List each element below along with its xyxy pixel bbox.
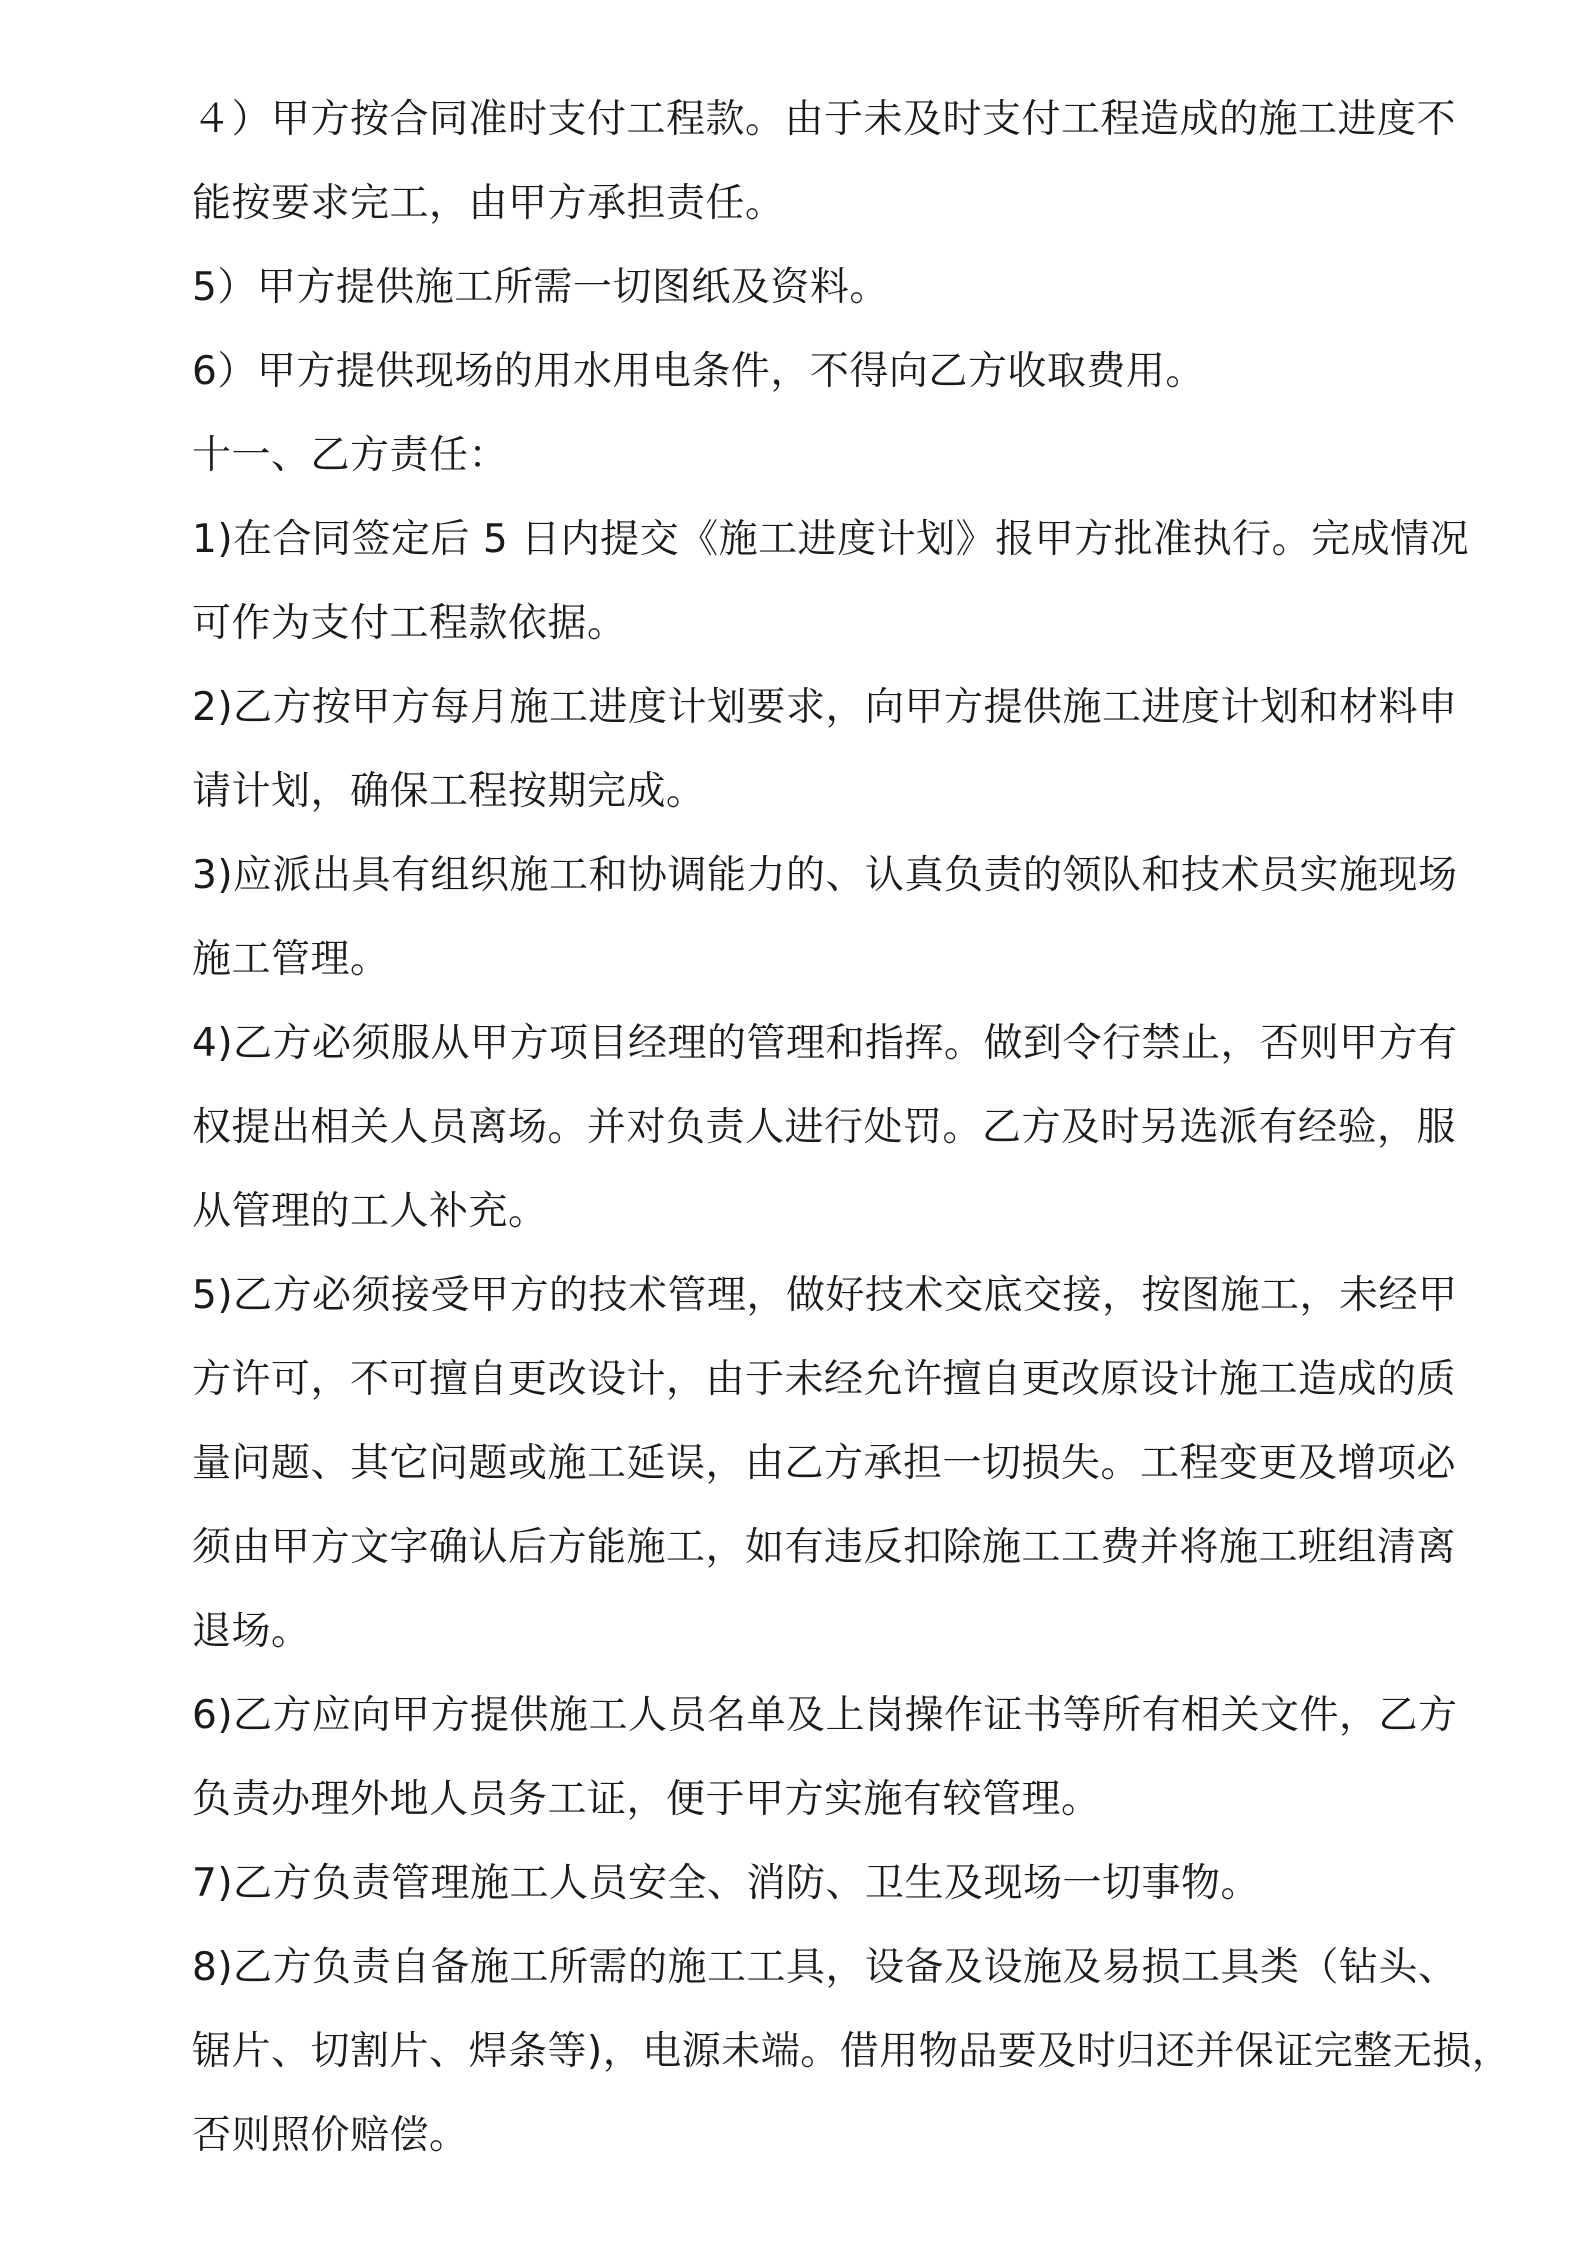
paragraph	[192, 666, 1458, 834]
text-line: 十一、乙方责任：	[192, 433, 509, 478]
text-line: 退场。	[192, 1609, 311, 1654]
document-body	[192, 78, 1512, 2178]
text-line: 方许可，不可擅自更改设计，由于未经允许擅自更改原设计施工造成的质	[192, 1357, 1457, 1402]
text-line: 施工管理。	[192, 937, 390, 982]
text-line: ４）甲方按合同准时支付工程款。由于未及时支付工程造成的施工进度不	[192, 97, 1457, 142]
text-line: 5)乙方必须接受甲方的技术管理，做好技术交底交接，按图施工，未经甲	[192, 1273, 1458, 1318]
paragraph	[192, 1674, 1458, 1842]
paragraph	[192, 1842, 1412, 1926]
paragraph	[192, 498, 1470, 666]
text-line: 否则照价赔偿。	[192, 2113, 469, 2158]
paragraph	[192, 834, 1458, 1002]
text-line: 量问题、其它问题或施工延误，由乙方承担一切损失。工程变更及增项必	[192, 1441, 1457, 1486]
text-line: 8)乙方负责自备施工所需的施工工具，设备及设施及易损工具类（钻头、	[192, 1945, 1458, 1990]
text-line: 4)乙方必须服从甲方项目经理的管理和指挥。做到令行禁止，否则甲方有	[192, 1021, 1458, 1066]
text-line: 须由甲方文字确认后方能施工，如有违反扣除施工工费并将施工班组清离	[192, 1525, 1457, 1570]
text-line: 锯片、切割片、焊条等)，电源未端。借用物品要及时归还并保证完整无损，	[192, 2029, 1512, 2074]
text-line: 2)乙方按甲方每月施工进度计划要求，向甲方提供施工进度计划和材料申	[192, 685, 1458, 730]
text-line: 权提出相关人员离场。并对负责人进行处罚。乙方及时另选派有经验，服	[192, 1105, 1457, 1150]
text-line: 1)在合同签定后 5 日内提交《施工进度计划》报甲方批准执行。完成情况	[192, 517, 1470, 562]
text-line: 请计划，确保工程按期完成。	[192, 769, 706, 814]
text-line: 6)乙方应向甲方提供施工人员名单及上岗操作证书等所有相关文件，乙方	[192, 1693, 1458, 1738]
text-line: 5）甲方提供施工所需一切图纸及资料。	[192, 265, 889, 310]
paragraph	[192, 414, 1412, 498]
paragraph	[192, 1254, 1458, 1674]
paragraph	[192, 1926, 1512, 2178]
paragraph	[192, 1002, 1458, 1254]
text-line: 能按要求完工，由甲方承担责任。	[192, 181, 785, 226]
text-line: 3)应派出具有组织施工和协调能力的、认真负责的领队和技术员实施现场	[192, 853, 1458, 898]
paragraph	[192, 246, 1412, 330]
paragraph	[192, 330, 1412, 414]
paragraph	[192, 78, 1457, 246]
text-line: 6）甲方提供现场的用水用电条件，不得向乙方收取费用。	[192, 349, 1205, 394]
text-line: 可作为支付工程款依据。	[192, 601, 627, 646]
text-line: 7)乙方负责管理施工人员安全、消防、卫生及现场一切事物。	[192, 1861, 1261, 1906]
text-line: 从管理的工人补充。	[192, 1189, 548, 1234]
text-line: 负责办理外地人员务工证，便于甲方实施有较管理。	[192, 1777, 1101, 1822]
